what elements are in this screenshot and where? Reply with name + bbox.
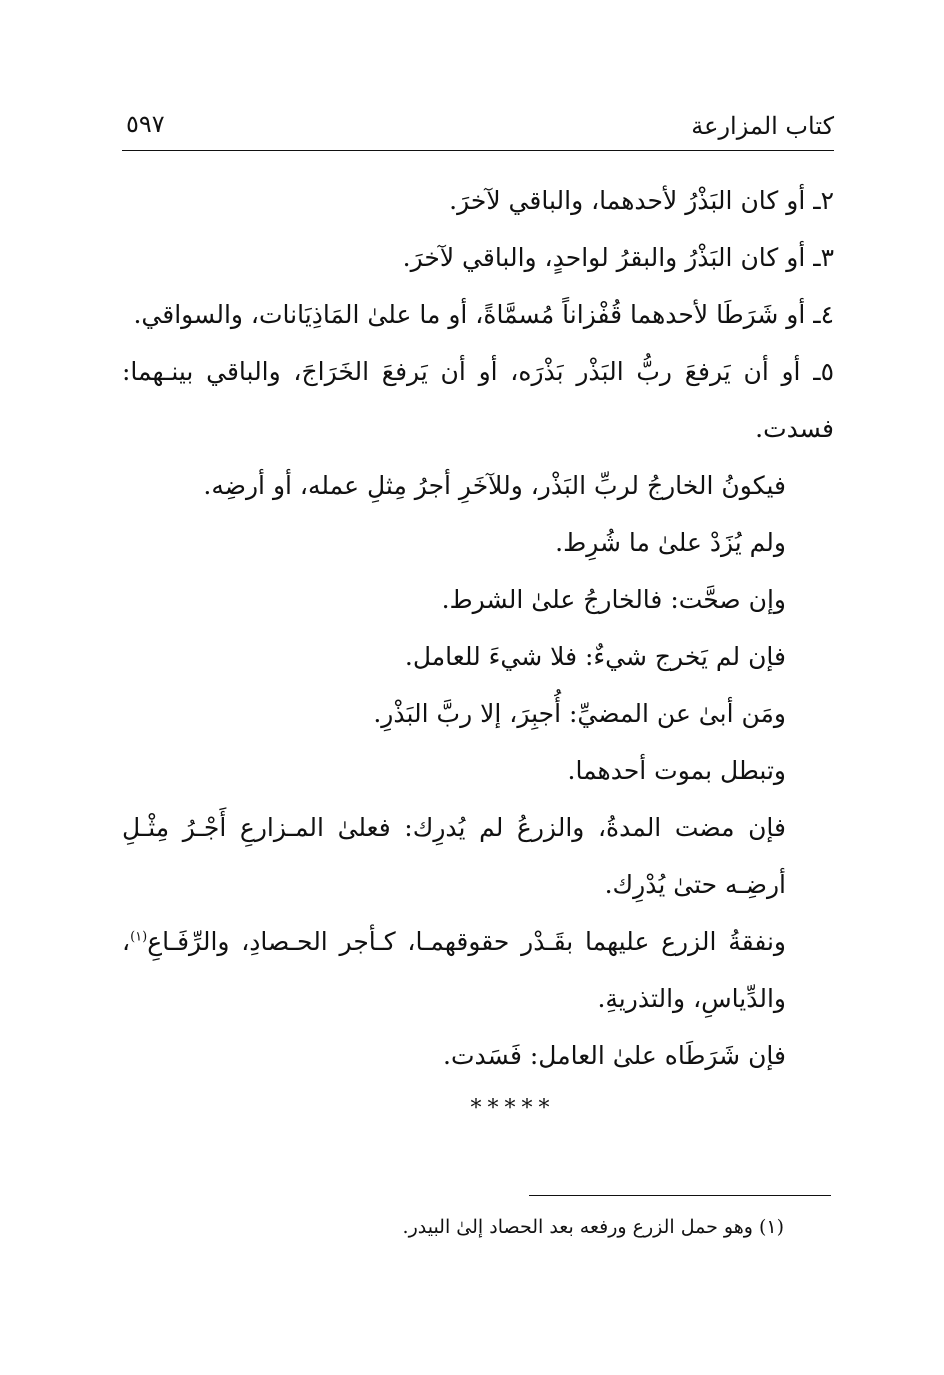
- paragraph-text: ونفقةُ الزرع عليهما بقَـدْر حقوقهمـا، كـأجر الحـصادِ، والرِّفَـاعِ: [147, 927, 786, 956]
- footnote-reference: (١): [130, 929, 148, 945]
- list-item-3: ٣ـ أو كان البَذْرُ والبقرُ لواحدٍ، والباقي لآخرَ.: [402, 243, 834, 272]
- paragraph: ومَن أبىٰ عن المضيِّ: أُجبِرَ، إلا ربَّ البَذْرِ.: [373, 699, 786, 728]
- page-header: [122, 106, 834, 150]
- paragraph: فإن لم يَخرج شيءٌ: فلا شيءَ للعامل.: [404, 642, 786, 671]
- paragraph: وتبطل بموت أحدهما.: [567, 756, 786, 785]
- list-item-5: ٥ـ أو أن يَرفعَ ربُّ البَذْر بَذْرَه، أو أن يَرفعَ الخَرَاجَ، والباقي بينـهما: فسدت.: [122, 357, 834, 443]
- footnote-rule: [529, 1195, 831, 1196]
- page-number: ٥٩٧: [126, 110, 165, 138]
- paragraph: فإن مضت المدةُ، والزرعُ لم يُدرِك: فعلىٰ المـزارعِ أَجْـرُ مِثْـلِ أرضِـه حتىٰ يُدْرِك.: [122, 813, 786, 899]
- paragraph: وإن صحَّت: فالخارجُ علىٰ الشرط.: [441, 585, 786, 614]
- paragraph: فإن شَرَطَاه علىٰ العامل: فَسَدت.: [443, 1041, 786, 1070]
- body-text: [122, 172, 834, 1084]
- paragraph-with-footnote: [122, 913, 834, 1027]
- header-rule: [122, 150, 834, 151]
- paragraph: ولم يُزَدْ علىٰ ما شُرِط.: [555, 528, 786, 557]
- section-divider: *****: [470, 1096, 556, 1121]
- paragraph: فيكونُ الخارجُ لربِّ البَذْر، وللآخَرِ أجرُ مِثلِ عمله، أو أرضِه.: [203, 471, 786, 500]
- paragraph-text: ، والدِّياسِ، والتذريةِ.: [122, 927, 786, 1013]
- list-item-4: ٤ـ أو شَرَطَا لأحدهما قُفْزاناً مُسمَّاةً، أو ما علىٰ المَاذِيَانات، والسواقي.: [133, 300, 834, 329]
- footnote: (١) وهو حمل الزرع ورفعه بعد الحصاد إلىٰ البيدر.: [402, 1216, 784, 1238]
- running-title: كتاب المزارعة: [691, 112, 834, 140]
- list-item-2: ٢ـ أو كان البَذْرُ لأحدهما، والباقي لآخرَ.: [449, 186, 834, 215]
